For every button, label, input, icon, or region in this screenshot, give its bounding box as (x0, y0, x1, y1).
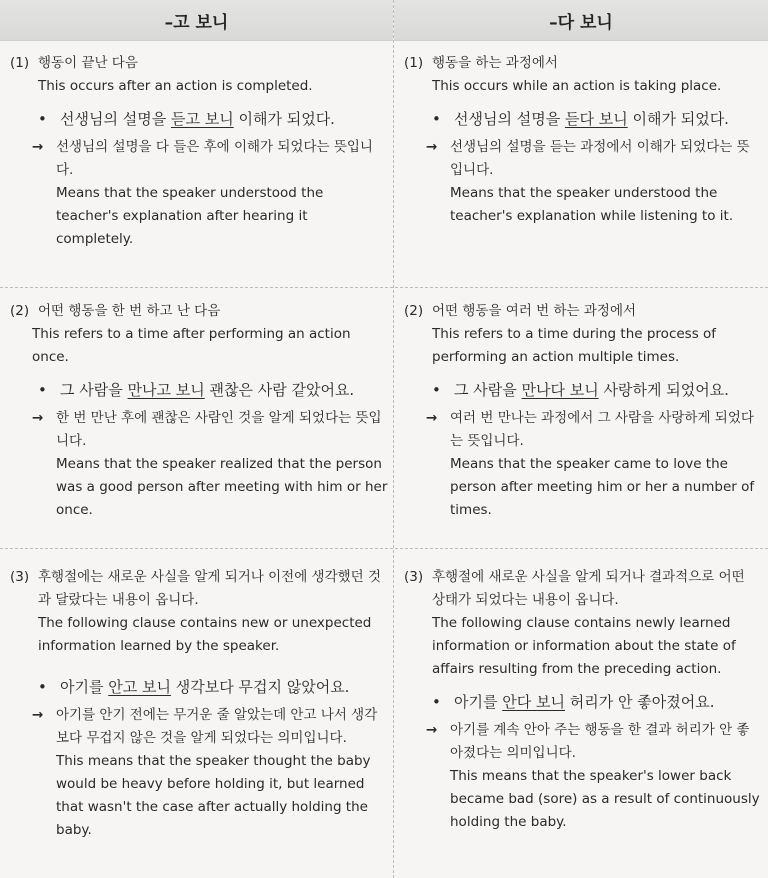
english-explanation: Means that the speaker realized that the person was a good person after meeting with him or her once. (56, 456, 388, 518)
english-description: This occurs after an action is completed. (38, 78, 313, 94)
row-divider-1 (0, 287, 768, 288)
arrow-right-icon: → (32, 139, 44, 155)
english-description: This occurs while an action is taking place. (432, 78, 722, 94)
example-sentence: • 아기를 안다 보니 허리가 안 좋아졌어요. (404, 689, 760, 715)
english-description: This refers to a time after performing an action once. (32, 326, 351, 365)
bullet-icon: • (432, 693, 441, 711)
bullet-icon: • (38, 381, 47, 399)
korean-explanation: → 한 번 만난 후에 괜찮은 사람인 것을 알게 되었다는 뜻입니다. (10, 407, 388, 453)
column-divider (393, 0, 394, 878)
arrow-right-icon: → (426, 410, 438, 426)
bullet-icon: • (38, 110, 47, 128)
item-title: 어떤 행동을 한 번 하고 난 다음 (38, 303, 221, 319)
english-explanation: Means that the speaker understood the teacher's explanation after hearing it completely. (56, 185, 324, 247)
arrow-right-icon: → (426, 722, 438, 738)
korean-explanation: → 선생님의 설명을 다 들은 후에 이해가 되었다는 뜻입니다. (10, 136, 388, 182)
item-title: 행동을 하는 과정에서 (432, 55, 558, 71)
item-number: (3) (404, 569, 424, 585)
example-sentence: • 선생님의 설명을 듣다 보니 이해가 되었다. (404, 106, 760, 132)
example-sentence: • 그 사람을 만나다 보니 사랑하게 되었어요. (404, 377, 760, 403)
english-explanation: Means that the speaker understood the teacher's explanation while listening to it. (450, 185, 734, 224)
cell-row1-left (10, 52, 388, 251)
column-header-da-boni: –다 보니 (394, 0, 768, 41)
example-sentence: • 그 사람을 만나고 보니 괜찮은 사람 같았어요. (10, 377, 388, 403)
item-number: (2) (404, 303, 424, 319)
item-title: 후행절에 새로운 사실을 알게 되거나 결과적으로 어떤 상태가 되었다는 내용이 옵니다. (432, 569, 745, 608)
item-number: (3) (10, 569, 30, 585)
english-explanation: This means that the speaker thought the baby would be heavy before holding it, but learned that wasn't the case after actually holding the baby. (56, 753, 371, 838)
cell-row2-left (10, 300, 388, 522)
item-number: (1) (404, 55, 424, 71)
column-header-go-boni: –고 보니 (0, 0, 393, 41)
english-description: The following clause contains newly learned information or information about the state of affairs resulting from the preceding action. (432, 615, 736, 677)
cell-row2-right (404, 300, 760, 522)
english-explanation: This means that the speaker's lower back became bad (sore) as a result of continuously holding the baby. (450, 768, 760, 830)
cell-row1-right (404, 52, 760, 228)
korean-explanation: → 아기를 계속 안아 주는 행동을 한 결과 허리가 안 좋아졌다는 의미입니다. (404, 719, 760, 765)
example-sentence: • 아기를 안고 보니 생각보다 무겁지 않았어요. (10, 674, 388, 700)
row-divider-2 (0, 548, 768, 549)
example-sentence: • 선생님의 설명을 듣고 보니 이해가 되었다. (10, 106, 388, 132)
item-title: 후행절에는 새로운 사실을 알게 되거나 이전에 생각했던 것과 달랐다는 내용이 옵니다. (38, 569, 382, 608)
korean-explanation: → 선생님의 설명을 듣는 과정에서 이해가 되었다는 뜻입니다. (404, 136, 760, 182)
english-description: This refers to a time during the process of performing an action multiple times. (432, 326, 717, 365)
bullet-icon: • (432, 110, 441, 128)
item-title: 어떤 행동을 여러 번 하는 과정에서 (432, 303, 637, 319)
arrow-right-icon: → (32, 707, 44, 723)
item-title: 행동이 끝난 다음 (38, 55, 138, 71)
arrow-right-icon: → (426, 139, 438, 155)
item-number: (2) (10, 303, 30, 319)
english-description: The following clause contains new or unexpected information learned by the speaker. (38, 615, 372, 654)
cell-row3-left (10, 566, 388, 842)
korean-explanation: → 여러 번 만나는 과정에서 그 사람을 사랑하게 되었다는 뜻입니다. (404, 407, 760, 453)
korean-explanation: → 아기를 안기 전에는 무거운 줄 알았는데 안고 나서 생각보다 무겁지 않은 것을 알게 되었다는 의미입니다. (10, 704, 388, 750)
english-explanation: Means that the speaker came to love the person after meeting him or her a number of times. (450, 456, 755, 518)
item-number: (1) (10, 55, 30, 71)
bullet-icon: • (38, 678, 47, 696)
arrow-right-icon: → (32, 410, 44, 426)
cell-row3-right (404, 566, 760, 834)
bullet-icon: • (432, 381, 441, 399)
